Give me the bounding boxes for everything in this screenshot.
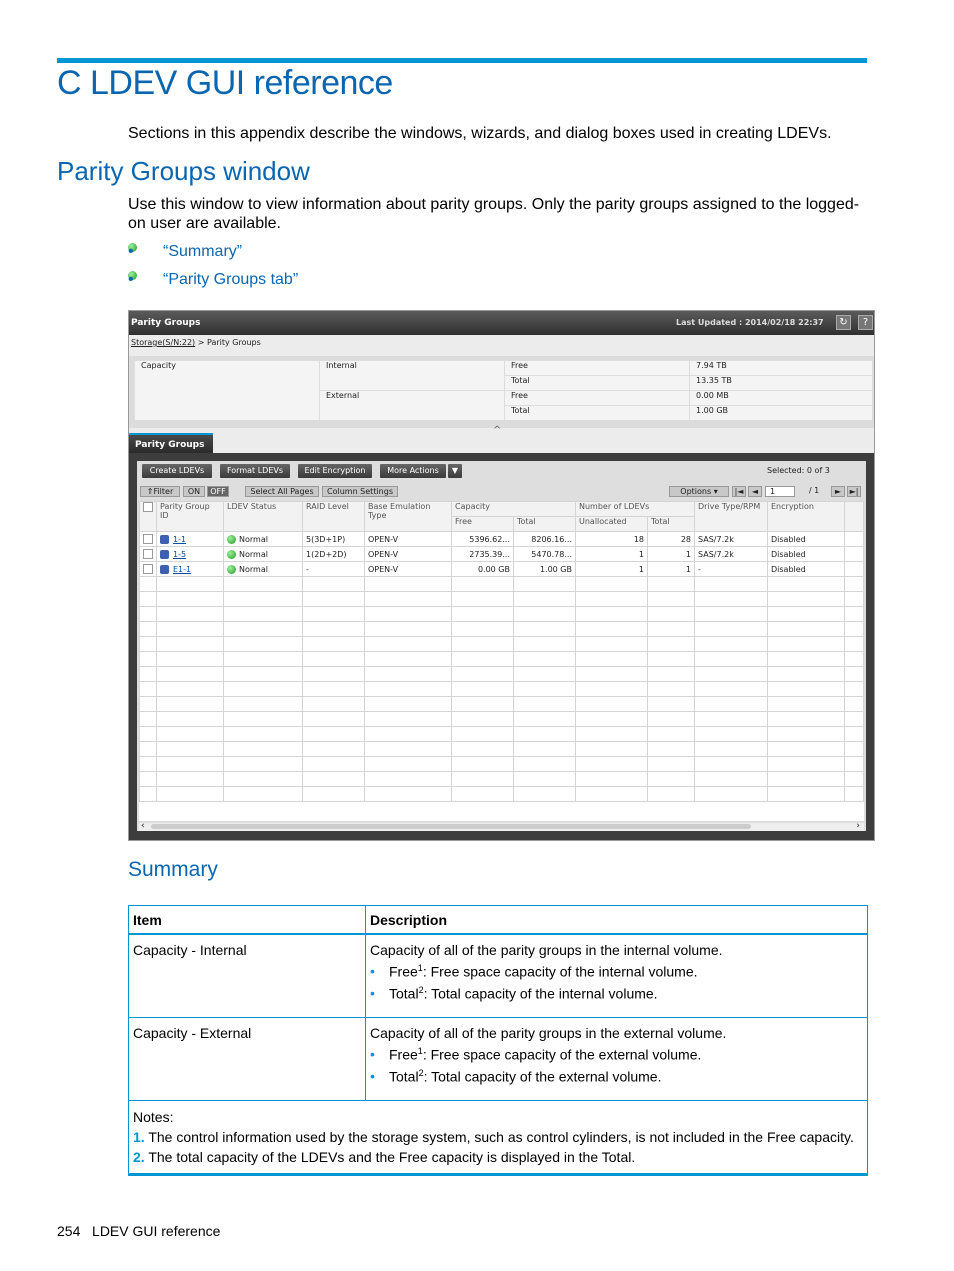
- empty-row: [140, 787, 864, 802]
- drive-type: SAS/7.2k: [695, 547, 768, 562]
- parity-group-icon: [160, 550, 169, 559]
- last-updated: Last Updated : 2014/02/18 22:37: [676, 318, 824, 327]
- item-cell: Capacity - External: [129, 1018, 366, 1101]
- empty-row: [140, 667, 864, 682]
- col-raid-level[interactable]: RAID Level: [303, 502, 365, 532]
- empty-row: [140, 607, 864, 622]
- encryption: Disabled: [768, 562, 845, 577]
- scrollbar-thumb[interactable]: [151, 824, 751, 829]
- row-checkbox[interactable]: [143, 534, 153, 544]
- emulation-type: OPEN-V: [365, 532, 452, 547]
- heading-rule: [57, 58, 867, 63]
- ldevs-total: 1: [648, 547, 695, 562]
- column-settings-button[interactable]: Column Settings: [322, 486, 398, 497]
- empty-rows: [140, 577, 864, 802]
- empty-row: [140, 727, 864, 742]
- col-ldevs-total[interactable]: Total: [648, 517, 695, 532]
- page-input[interactable]: 1: [765, 486, 795, 497]
- select-all-pages-button[interactable]: Select All Pages: [245, 486, 319, 497]
- raid-level: 1(2D+2D): [303, 547, 365, 562]
- parity-groups-screenshot: [128, 310, 875, 841]
- col-unallocated[interactable]: Unallocated: [576, 517, 648, 532]
- table-row[interactable]: [140, 532, 864, 547]
- note-1: 1. The control information used by the storage system, such as control cylinders, is not included in the Free capacity.: [133, 1129, 854, 1145]
- col-capacity-free[interactable]: Free: [452, 517, 514, 532]
- breadcrumb-separator: >: [197, 338, 205, 347]
- table-row[interactable]: [140, 547, 864, 562]
- capacity-free: 0.00 GB: [452, 562, 514, 577]
- notes-cell: [129, 1101, 868, 1175]
- summary-title: Summary: [128, 858, 218, 881]
- external-free-label: Free: [505, 391, 690, 406]
- intro-text: Sections in this appendix describe the windows, wizards, and dialog boxes used in creating LDEVs.: [128, 125, 832, 142]
- capacity-free: 5396.62...: [452, 532, 514, 547]
- empty-row: [140, 772, 864, 787]
- internal-free-label: Free: [505, 361, 690, 376]
- filter-button[interactable]: ⇑Filter: [140, 486, 180, 497]
- empty-row: [140, 682, 864, 697]
- ldevs-total: 28: [648, 532, 695, 547]
- ldevs-unallocated: 1: [576, 547, 648, 562]
- drive-type: -: [695, 562, 768, 577]
- capacity-table: [134, 360, 873, 421]
- col-capacity: Capacity: [452, 502, 576, 517]
- section-title: Parity Groups window: [57, 156, 310, 186]
- empty-row: [140, 592, 864, 607]
- table-row: [129, 1018, 868, 1101]
- col-ldev-status[interactable]: LDEV Status: [224, 502, 303, 532]
- table-row[interactable]: [140, 562, 864, 577]
- internal-free-value: 7.94 TB: [690, 361, 873, 376]
- section-text: Use this window to view information about parity groups. Only the parity groups assigned to the logged-on user are available.: [128, 196, 860, 232]
- parity-group-icon: [160, 565, 169, 574]
- more-actions-dropdown-icon[interactable]: ▼: [448, 464, 462, 478]
- col-item: Item: [129, 906, 366, 935]
- breadcrumb: [131, 338, 261, 347]
- page-total: / 1: [808, 486, 820, 495]
- window-header: [129, 311, 874, 335]
- empty-row: [140, 577, 864, 592]
- col-parity-group-id[interactable]: Parity Group ID: [157, 502, 224, 532]
- parity-group-link[interactable]: 1-5: [173, 549, 187, 559]
- capacity-total: 8206.16...: [514, 532, 576, 547]
- status-ok-icon: [227, 535, 236, 544]
- create-ldevs-button[interactable]: Create LDEVs: [142, 464, 212, 478]
- bullet-total: • Total$^2$: Total capacity of the internal volume.: [370, 985, 863, 1002]
- bullet-icon: •: [128, 243, 137, 252]
- page-title: C LDEV GUI reference: [57, 64, 393, 102]
- bullet-icon: •: [128, 271, 137, 280]
- col-description: Description: [366, 906, 868, 935]
- filter-on-toggle[interactable]: ON: [183, 486, 205, 497]
- emulation-type: OPEN-V: [365, 562, 452, 577]
- internal-total-value: 13.35 TB: [690, 376, 873, 391]
- capacity-summary: [129, 356, 874, 428]
- tab-parity-groups[interactable]: Parity Groups: [129, 433, 213, 453]
- row-checkbox[interactable]: [143, 564, 153, 574]
- last-page-icon[interactable]: ►|: [847, 486, 861, 497]
- refresh-icon[interactable]: ↻: [836, 315, 851, 330]
- raid-level: 5(3D+1P): [303, 532, 365, 547]
- col-capacity-total[interactable]: Total: [514, 517, 576, 532]
- ldev-status: Normal: [239, 534, 268, 544]
- status-ok-icon: [227, 565, 236, 574]
- description-text: Capacity of all of the parity groups in the external volume.: [370, 1025, 727, 1041]
- ldevs-unallocated: 1: [576, 562, 648, 577]
- notes-label: Notes:: [133, 1109, 174, 1125]
- capacity-label: Capacity: [135, 361, 320, 421]
- status-ok-icon: [227, 550, 236, 559]
- emulation-type: OPEN-V: [365, 547, 452, 562]
- empty-row: [140, 757, 864, 772]
- footer-text: LDEV GUI reference: [92, 1223, 221, 1239]
- internal-label: Internal: [320, 361, 505, 391]
- page-number: 254: [57, 1223, 81, 1239]
- parity-groups-inner: [137, 461, 866, 831]
- description-cell: [366, 1018, 868, 1101]
- col-base-emulation[interactable]: Base Emulation Type: [365, 502, 452, 532]
- capacity-total: 5470.78...: [514, 547, 576, 562]
- help-icon[interactable]: ?: [858, 315, 873, 330]
- external-free-value: 0.00 MB: [690, 391, 873, 406]
- ldev-status: Normal: [239, 564, 268, 574]
- parity-groups-pane: [129, 453, 874, 840]
- empty-row: [140, 652, 864, 667]
- empty-row: [140, 697, 864, 712]
- capacity-free: 2735.39...: [452, 547, 514, 562]
- breadcrumb-current: Parity Groups: [206, 338, 261, 347]
- encryption: Disabled: [768, 532, 845, 547]
- col-number-of-ldevs: Number of LDEVs: [576, 502, 695, 517]
- ldev-status: Normal: [239, 549, 268, 559]
- row-checkbox[interactable]: [143, 549, 153, 559]
- bullet-total: • Total$^2$: Total capacity of the external volume.: [370, 1068, 863, 1085]
- horizontal-scrollbar[interactable]: [139, 823, 864, 831]
- first-page-icon[interactable]: |◄: [732, 486, 746, 497]
- empty-row: [140, 712, 864, 727]
- parity-group-link[interactable]: 1-1: [173, 534, 187, 544]
- encryption: Disabled: [768, 547, 845, 562]
- prev-page-icon[interactable]: ◄: [748, 486, 762, 497]
- note-2: 2. The total capacity of the LDEVs and the Free capacity is displayed in the Total.: [133, 1149, 636, 1165]
- description-cell: [366, 934, 868, 1018]
- parity-group-link[interactable]: E1-1: [173, 564, 192, 574]
- more-actions-button[interactable]: More Actions: [380, 464, 446, 478]
- ldevs-total: 1: [648, 562, 695, 577]
- breadcrumb-storage[interactable]: Storage(S/N:22): [131, 338, 196, 347]
- table-row: [129, 934, 868, 1018]
- edit-encryption-button[interactable]: Edit Encryption: [298, 464, 372, 478]
- empty-row: [140, 622, 864, 637]
- page-footer: [57, 1223, 220, 1239]
- parity-group-icon: [160, 535, 169, 544]
- scroll-left-icon[interactable]: ‹: [141, 821, 145, 831]
- ldevs-unallocated: 18: [576, 532, 648, 547]
- empty-row: [140, 742, 864, 757]
- raid-level: -: [303, 562, 365, 577]
- external-total-label: Total: [505, 406, 690, 421]
- item-cell: Capacity - Internal: [129, 934, 366, 1018]
- options-button[interactable]: Options ▾: [669, 486, 729, 497]
- bullet-free: • Free$^1$: Free space capacity of the external volume.: [370, 1046, 863, 1063]
- empty-row: [140, 637, 864, 652]
- link-parity-groups-tab-label: “Parity Groups tab”: [163, 271, 299, 288]
- parity-groups-table: [139, 501, 864, 821]
- bullet-free: • Free$^1$: Free space capacity of the internal volume.: [370, 963, 863, 980]
- next-page-icon[interactable]: ►: [831, 486, 845, 497]
- col-drive-type[interactable]: Drive Type/RPM: [695, 502, 768, 532]
- link-summary-label: “Summary”: [163, 243, 243, 260]
- window-title: Parity Groups: [131, 318, 201, 328]
- scroll-right-icon[interactable]: ›: [856, 821, 860, 831]
- collapse-caret-icon[interactable]: ^: [493, 425, 502, 436]
- summary-table: [128, 905, 868, 1176]
- select-all-checkbox[interactable]: [143, 502, 153, 512]
- external-total-value: 1.00 GB: [690, 406, 873, 421]
- description-text: Capacity of all of the parity groups in the internal volume.: [370, 942, 723, 958]
- selected-count: Selected: 0 of 3: [767, 466, 830, 475]
- internal-total-label: Total: [505, 376, 690, 391]
- drive-type: SAS/7.2k: [695, 532, 768, 547]
- col-encryption[interactable]: Encryption: [768, 502, 845, 532]
- capacity-total: 1.00 GB: [514, 562, 576, 577]
- external-label: External: [320, 391, 505, 421]
- filter-off-toggle[interactable]: OFF: [207, 486, 229, 497]
- format-ldevs-button[interactable]: Format LDEVs: [220, 464, 290, 478]
